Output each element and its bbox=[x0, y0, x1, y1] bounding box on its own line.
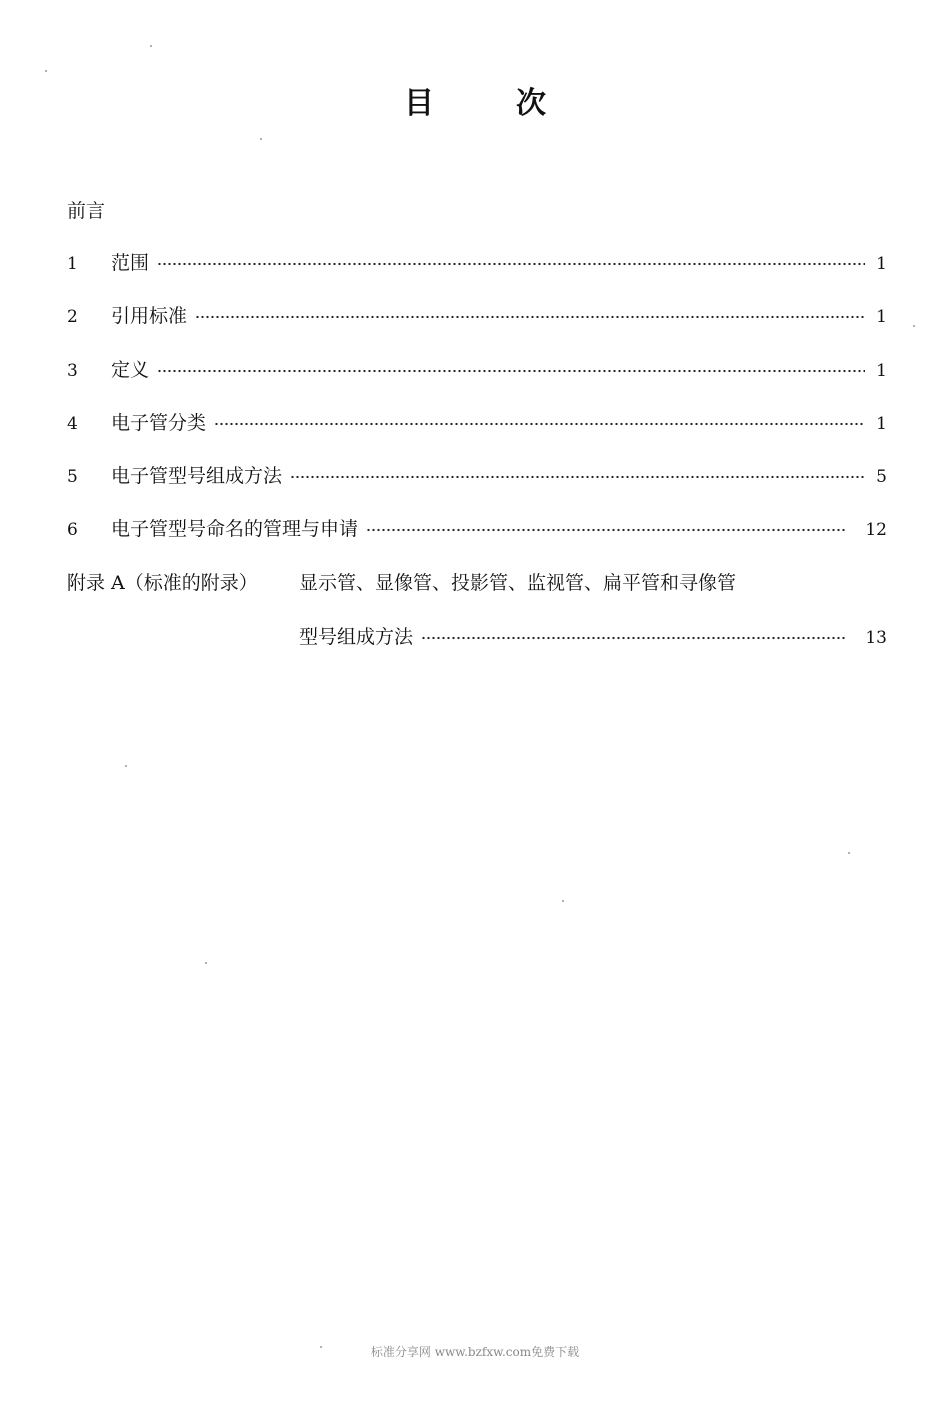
toc-entry-3[interactable] bbox=[67, 355, 887, 381]
toc-entry-page: 5 bbox=[876, 467, 887, 487]
toc-leader-dots bbox=[157, 369, 865, 373]
scan-speck bbox=[913, 325, 915, 327]
appendix-title-line1: 显示管、显像管、投影管、监视管、扁平管和寻像管 bbox=[299, 572, 737, 594]
toc-entry-number: 6 bbox=[67, 520, 78, 540]
toc-entry-4[interactable] bbox=[67, 408, 887, 434]
scan-speck bbox=[320, 1346, 322, 1348]
footer-watermark: 标准分享网 www.bzfxw.com免费下载 bbox=[370, 1345, 580, 1359]
toc-entry-page: 1 bbox=[876, 414, 887, 434]
toc-entry-label: 电子管分类 bbox=[111, 412, 207, 434]
scan-speck bbox=[562, 900, 564, 902]
toc-preface[interactable]: 前言 bbox=[67, 200, 106, 222]
toc-entry-1[interactable] bbox=[67, 248, 887, 274]
toc-entry-page: 12 bbox=[865, 520, 887, 540]
scan-speck bbox=[205, 962, 207, 964]
toc-entry-label: 电子管型号命名的管理与申请 bbox=[111, 518, 359, 540]
toc-entry-label: 引用标准 bbox=[111, 305, 188, 327]
toc-entry-number: 1 bbox=[67, 254, 78, 274]
toc-leader-dots bbox=[214, 422, 865, 426]
toc-entry-6[interactable] bbox=[67, 514, 887, 540]
toc-entry-page: 1 bbox=[876, 254, 887, 274]
title-char-2: 次 bbox=[516, 86, 546, 121]
toc-entry-label: 电子管型号组成方法 bbox=[111, 465, 283, 487]
toc-entry-label: 范围 bbox=[111, 252, 150, 274]
title-char-1: 目 bbox=[404, 86, 434, 121]
toc-appendix-a-line2[interactable] bbox=[299, 622, 887, 648]
toc-leader-dots bbox=[157, 262, 865, 266]
scan-speck bbox=[125, 765, 127, 767]
scan-speck bbox=[45, 70, 47, 72]
toc-entry-page: 1 bbox=[876, 307, 887, 327]
toc-entry-page: 13 bbox=[865, 628, 887, 648]
toc-leader-dots bbox=[421, 636, 845, 640]
scan-speck bbox=[260, 138, 262, 140]
toc-entry-number: 2 bbox=[67, 307, 78, 327]
toc-entry-number: 4 bbox=[67, 414, 78, 434]
toc-entry-label: 定义 bbox=[111, 359, 150, 381]
scan-speck bbox=[848, 852, 850, 854]
scan-speck bbox=[150, 45, 152, 47]
toc-entry-number: 3 bbox=[67, 361, 78, 381]
appendix-title-line2: 型号组成方法 bbox=[299, 626, 414, 648]
toc-entry-page: 1 bbox=[876, 361, 887, 381]
toc-leader-dots bbox=[290, 475, 865, 479]
toc-entry-number: 5 bbox=[67, 467, 78, 487]
toc-leader-dots bbox=[195, 315, 865, 319]
toc-entry-2[interactable] bbox=[67, 301, 887, 327]
toc-leader-dots bbox=[366, 528, 845, 532]
page-title bbox=[0, 78, 950, 122]
toc-entry-5[interactable] bbox=[67, 461, 887, 487]
toc-appendix-a[interactable] bbox=[67, 568, 736, 595]
appendix-prefix: 附录 A（标准的附录） bbox=[67, 572, 258, 594]
